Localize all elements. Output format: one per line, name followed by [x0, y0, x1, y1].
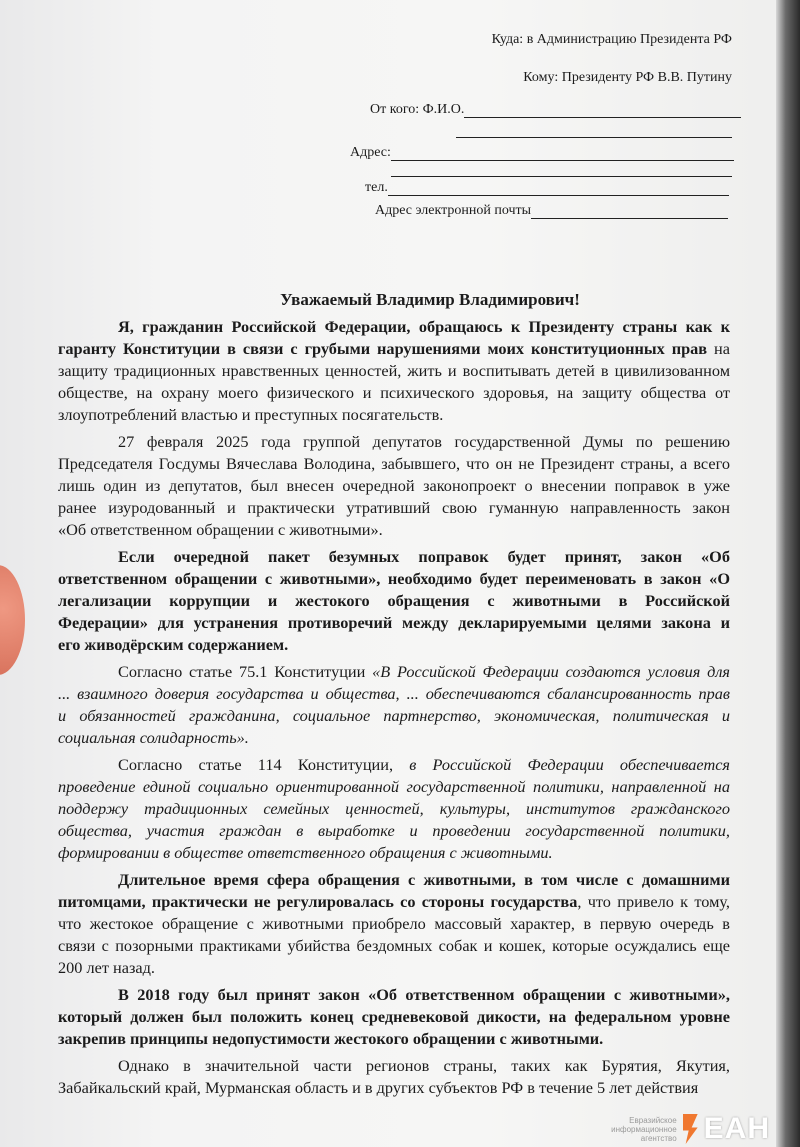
text-segment: поддержу традиционных семейных ценностей, культуры, институтов гражданского: [58, 799, 730, 818]
text-segment: проведение единой социально ориентированной государственной политики, направленной на: [58, 777, 730, 796]
text-segment: ответственном обращении с животными», необходимо будет переименовать в закон «О: [58, 569, 730, 588]
text-line: [58, 634, 730, 656]
text-segment: Однако в значительной части регионов страны, таких как Бурятия, Якутия,: [118, 1056, 730, 1075]
finger-holding-page: [0, 565, 25, 675]
text-segment: легализации коррупции и жестокого обращения с животными в Российской: [58, 591, 730, 610]
text-segment: гаранту Конституции в связи с грубыми нарушениями моих конституционных прав: [58, 339, 708, 358]
text-segment: формировании в обществе ответственного обращения с животными.: [58, 843, 553, 862]
text-segment: ранее изуродованный и практически утративший свою гуманную направленность закон: [58, 498, 730, 517]
text-segment: что жестокое обращение с животными приобрело массовый характер, в первую очередь в: [58, 914, 730, 933]
text-segment: 27 февраля 2025 года группой депутатов государственной Думы по решению: [118, 432, 730, 451]
text-line: [58, 798, 730, 820]
paragraph: [58, 546, 730, 656]
text-line: [58, 869, 730, 891]
address-field[interactable]: [350, 145, 734, 161]
text-segment: 200 лет назад.: [58, 958, 155, 977]
address-label: Адрес:: [350, 145, 391, 160]
text-line: [58, 683, 730, 705]
text-segment: «В Российской Федерации создаются условия для: [372, 662, 730, 681]
from-blank-2[interactable]: [456, 137, 732, 138]
text-segment: Федерации»: [58, 613, 148, 632]
text-segment: и обязанностей гражданина, социальное партнерство, экономическая, политическая и: [58, 706, 730, 725]
text-segment: , что привело к тому,: [577, 892, 730, 911]
from-blank[interactable]: [464, 103, 741, 118]
recipient-org: Куда: в Администрацию Президента РФ: [491, 32, 732, 47]
watermark-logo: ЕАН: [703, 1112, 770, 1145]
from-field[interactable]: [370, 102, 741, 118]
text-segment: закрепив принципы недопустимости жестокого обращении с животными.: [58, 1029, 604, 1048]
text-line: [58, 316, 730, 338]
text-line: [58, 705, 730, 727]
phone-blank[interactable]: [388, 181, 729, 196]
watermark-subtitle: Евразийское информационное агентство: [611, 1115, 677, 1143]
text-line: [58, 453, 730, 475]
lightning-logo-icon: [683, 1114, 698, 1144]
text-segment: его живодёрским содержанием.: [58, 635, 289, 654]
text-segment: злоупотреблений властью и преступных посягательств.: [58, 405, 444, 424]
text-line: [58, 891, 730, 913]
text-line: [58, 776, 730, 798]
text-line: [58, 820, 730, 842]
paragraph: [58, 754, 730, 864]
text-segment: В 2018 году был принят закон «Об ответственном обращении с животными»,: [118, 985, 730, 1004]
text-segment: Согласно статье 75.1 Конституции: [118, 662, 373, 681]
text-line: [58, 475, 730, 497]
text-line: [58, 519, 730, 541]
phone-field[interactable]: [365, 180, 729, 196]
paragraph: [58, 984, 730, 1050]
text-line: [58, 842, 730, 864]
email-label: Адрес электронной почты: [375, 203, 532, 218]
text-line: [58, 568, 730, 590]
address-blank[interactable]: [391, 146, 734, 161]
text-line: [58, 404, 730, 426]
text-segment: Я, гражданин Российской Федерации, обращаюсь к Президенту страны как к: [118, 317, 730, 336]
text-line: [58, 984, 730, 1006]
watermark: [597, 1113, 770, 1145]
salutation: Уважаемый Владимир Владимирович!: [280, 290, 580, 309]
text-line: [58, 661, 730, 683]
email-field[interactable]: [375, 203, 728, 219]
text-line: [58, 727, 730, 749]
text-line: [58, 1028, 730, 1050]
text-segment: Председателя Госдумы Вячеслава Володина, забывшего, что он не Президент страны, а всего: [58, 454, 730, 473]
paragraph: [58, 661, 730, 749]
text-line: [58, 612, 730, 634]
text-line: [58, 546, 730, 568]
email-blank[interactable]: [531, 204, 728, 219]
text-segment: который должен был положить конец средневековой дикости, на федеральном уровне: [58, 1007, 730, 1026]
page-edge-shadow: [776, 0, 800, 1147]
text-segment: Согласно статье 114 Конституции,: [118, 755, 410, 774]
text-segment: для устранения противоречий между декларируемыми целями закона и: [147, 613, 730, 632]
text-segment: связи с позорными практиками убийства бездомных собак и кошек, которые осуждались еще: [58, 936, 730, 955]
recipient-person: Кому: Президенту РФ В.В. Путину: [523, 70, 732, 85]
text-line: [58, 957, 730, 979]
paragraph: [58, 1055, 730, 1099]
text-line: [58, 497, 730, 519]
paragraph: [58, 316, 730, 426]
text-segment: Забайкальский край, Мурманская область и в других субъектов РФ в течение 5 лет действия: [58, 1078, 699, 1097]
text-segment: в Российской Федерации обеспечивается: [409, 755, 730, 774]
text-segment: ... взаимного доверия государства и общества, ... обеспечиваются сбалансированность прав: [58, 684, 730, 703]
text-line: [58, 913, 730, 935]
text-line: [58, 935, 730, 957]
from-label: От кого: Ф.И.О.: [370, 102, 465, 117]
phone-label: тел.: [365, 180, 388, 195]
text-line: [58, 754, 730, 776]
text-segment: социальная солидарность».: [58, 728, 249, 747]
text-segment: Длительное время сфера обращения с животными, в том числе с домашними: [118, 870, 730, 889]
text-segment: на: [707, 339, 730, 358]
text-line: [58, 431, 730, 453]
text-line: [58, 338, 730, 360]
text-line: [58, 590, 730, 612]
text-segment: защиту традиционных нравственных ценностей, жить и воспитывать детей в цивилизованном: [58, 361, 730, 380]
text-segment: Если очередной пакет безумных поправок будет принят, закон «Об: [118, 547, 730, 566]
text-segment: «Об ответственном обращении с животными».: [58, 520, 383, 539]
address-blank-2[interactable]: [391, 176, 732, 177]
text-segment: лишь один из депутатов, был внесен очередной законопроект о внесении поправок в уже: [58, 476, 730, 495]
letter-body: [58, 316, 730, 1104]
text-line: [58, 382, 730, 404]
paragraph: [58, 869, 730, 979]
paragraph: [58, 431, 730, 541]
text-segment: питомцами, практически не регулировалась со стороны государства: [58, 892, 578, 911]
text-segment: обществе, на охрану моего физического и психического здоровья, на защиту общества от: [58, 383, 730, 402]
text-line: [58, 1055, 730, 1077]
text-line: [58, 1006, 730, 1028]
text-line: [58, 1077, 730, 1099]
text-line: [58, 360, 730, 382]
text-segment: общества, участия граждан в выработке и проведении государственной политики,: [58, 821, 730, 840]
